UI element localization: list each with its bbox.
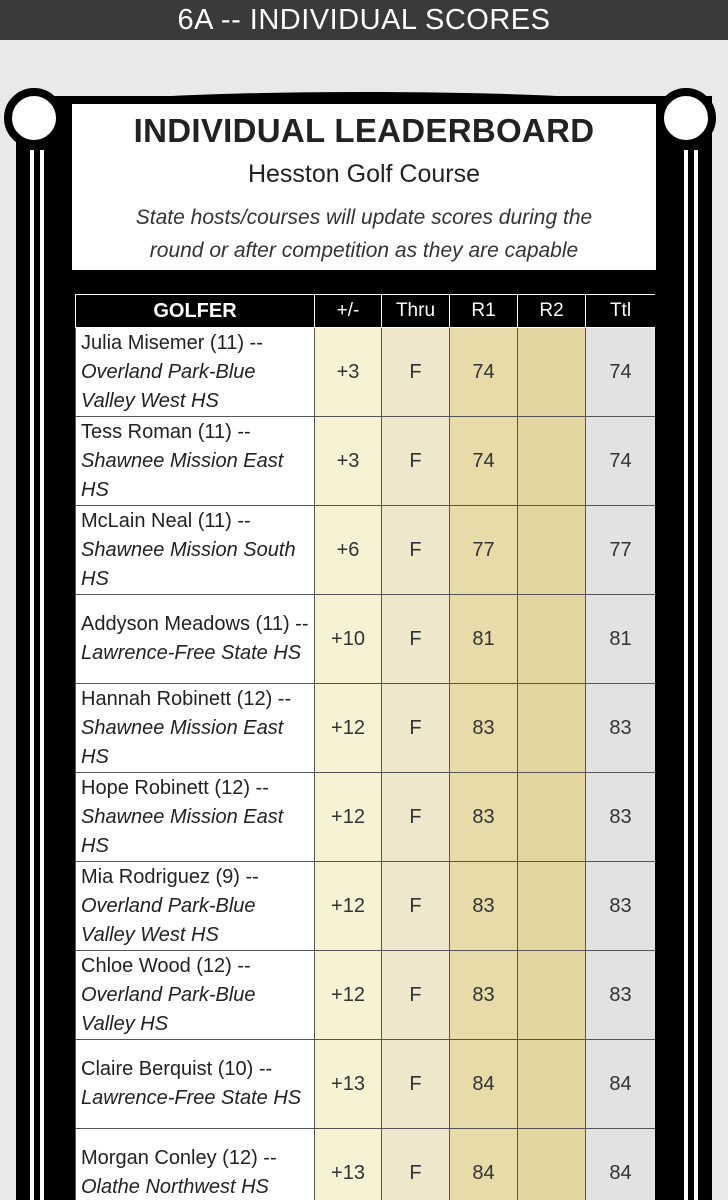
left-post-stripe xyxy=(30,150,34,1200)
round1-cell: 81 xyxy=(450,595,518,684)
round2-cell xyxy=(518,684,586,773)
table-row xyxy=(76,862,656,951)
golfer-school: Shawnee Mission East HS xyxy=(81,716,284,768)
golfer-name: McLain Neal (11) -- xyxy=(81,509,251,532)
golfer-school: Overland Park-Blue Valley West HS xyxy=(81,360,256,412)
golfer-school: Lawrence-Free State HS xyxy=(81,1087,302,1109)
round1-cell: 83 xyxy=(450,862,518,951)
table-row xyxy=(76,951,656,1040)
thru-cell: F xyxy=(382,595,450,684)
total-cell: 74 xyxy=(586,328,656,417)
total-cell: 83 xyxy=(586,862,656,951)
thru-cell: F xyxy=(382,862,450,951)
round2-cell xyxy=(518,506,586,595)
right-post xyxy=(673,96,711,1200)
column-header-total[interactable]: Ttl xyxy=(586,295,656,328)
table-row xyxy=(76,506,656,595)
table-row xyxy=(76,684,656,773)
leaderboard-table-container xyxy=(75,294,655,1200)
round1-cell: 74 xyxy=(450,417,518,506)
golfer-cell xyxy=(76,506,315,595)
plus-minus-cell: +12 xyxy=(315,862,382,951)
golfer-cell xyxy=(76,595,315,684)
update-note xyxy=(72,201,656,267)
round2-cell xyxy=(518,1040,586,1129)
plus-minus-cell: +13 xyxy=(315,1129,382,1200)
golfer-school: Overland Park-Blue Valley West HS xyxy=(81,894,256,946)
column-header-golfer[interactable]: GOLFER xyxy=(76,295,315,328)
page-title-bar xyxy=(0,0,728,40)
round2-cell xyxy=(518,595,586,684)
thru-cell: F xyxy=(382,328,450,417)
column-header-r2[interactable]: R2 xyxy=(518,295,586,328)
total-cell: 74 xyxy=(586,417,656,506)
round2-cell xyxy=(518,773,586,862)
total-cell: 77 xyxy=(586,506,656,595)
golfer-name: Chloe Wood (12) -- xyxy=(81,954,251,977)
leaderboard-table xyxy=(75,294,655,1200)
golfer-school: Olathe Northwest HS xyxy=(81,1176,269,1198)
total-cell: 83 xyxy=(586,773,656,862)
golfer-name: Hope Robinett (12) -- xyxy=(81,776,269,799)
round1-cell: 84 xyxy=(450,1129,518,1200)
round1-cell: 74 xyxy=(450,328,518,417)
table-row xyxy=(76,595,656,684)
golfer-name: Addyson Meadows (11) -- xyxy=(81,613,309,635)
golfer-school: Overland Park-Blue Valley HS xyxy=(81,983,256,1035)
golfer-name: Morgan Conley (12) -- xyxy=(81,1147,277,1169)
round1-cell: 83 xyxy=(450,951,518,1040)
table-row xyxy=(76,773,656,862)
plus-minus-cell: +6 xyxy=(315,506,382,595)
round1-cell: 84 xyxy=(450,1040,518,1129)
leaderboard-title: INDIVIDUAL LEADERBOARD xyxy=(133,112,595,149)
column-header-plus-minus[interactable]: +/- xyxy=(315,295,382,328)
page-title: 6A -- INDIVIDUAL SCORES xyxy=(177,4,551,36)
round2-cell xyxy=(518,862,586,951)
golfer-name: Tess Roman (11) -- xyxy=(81,420,251,443)
plus-minus-cell: +12 xyxy=(315,773,382,862)
plus-minus-cell: +3 xyxy=(315,417,382,506)
right-post-stripe xyxy=(694,150,698,1200)
round1-cell: 77 xyxy=(450,506,518,595)
golfer-cell xyxy=(76,951,315,1040)
leaderboard-header xyxy=(72,104,656,270)
right-scroll-knob xyxy=(656,88,716,148)
total-cell: 84 xyxy=(586,1040,656,1129)
right-post-stripe xyxy=(684,150,688,1200)
golfer-cell xyxy=(76,684,315,773)
total-cell: 83 xyxy=(586,951,656,1040)
thru-cell: F xyxy=(382,1129,450,1200)
golfer-school: Shawnee Mission East HS xyxy=(81,805,284,857)
thru-cell: F xyxy=(382,951,450,1040)
total-cell: 83 xyxy=(586,684,656,773)
golfer-cell xyxy=(76,417,315,506)
round2-cell xyxy=(518,951,586,1040)
column-header-r1[interactable]: R1 xyxy=(450,295,518,328)
table-row xyxy=(76,1129,656,1200)
golfer-cell xyxy=(76,328,315,417)
total-cell: 84 xyxy=(586,1129,656,1200)
thru-cell: F xyxy=(382,417,450,506)
update-note-line: State hosts/courses will update scores during the xyxy=(135,206,593,229)
thru-cell: F xyxy=(382,773,450,862)
golfer-name: Hannah Robinett (12) -- xyxy=(81,687,292,710)
plus-minus-cell: +12 xyxy=(315,684,382,773)
round2-cell xyxy=(518,328,586,417)
golfer-name: Mia Rodriguez (9) -- xyxy=(81,865,259,888)
table-row xyxy=(76,1040,656,1129)
round2-cell xyxy=(518,1129,586,1200)
round1-cell: 83 xyxy=(450,773,518,862)
round2-cell xyxy=(518,417,586,506)
plus-minus-cell: +10 xyxy=(315,595,382,684)
plus-minus-cell: +12 xyxy=(315,951,382,1040)
thru-cell: F xyxy=(382,506,450,595)
column-header-thru[interactable]: Thru xyxy=(382,295,450,328)
golfer-cell xyxy=(76,1040,315,1129)
golfer-name: Claire Berquist (10) -- xyxy=(81,1058,273,1080)
plus-minus-cell: +3 xyxy=(315,328,382,417)
left-post-stripe xyxy=(40,150,44,1200)
table-header-row xyxy=(76,295,656,328)
left-post xyxy=(17,96,55,1200)
thru-cell: F xyxy=(382,1040,450,1129)
golfer-school: Shawnee Mission East HS xyxy=(81,449,284,501)
plus-minus-cell: +13 xyxy=(315,1040,382,1129)
golfer-school: Lawrence-Free State HS xyxy=(81,642,302,664)
table-row xyxy=(76,417,656,506)
golfer-name: Julia Misemer (11) -- xyxy=(81,331,263,354)
golfer-cell xyxy=(76,862,315,951)
update-note-line: round or after competition as they are capable xyxy=(149,239,579,262)
golfer-cell xyxy=(76,773,315,862)
left-scroll-knob xyxy=(4,88,64,148)
round1-cell: 83 xyxy=(450,684,518,773)
golfer-cell xyxy=(76,1129,315,1200)
golfer-school: Shawnee Mission South HS xyxy=(81,538,296,590)
total-cell: 81 xyxy=(586,595,656,684)
course-name: Hesston Golf Course xyxy=(247,160,481,188)
thru-cell: F xyxy=(382,684,450,773)
table-row xyxy=(76,328,656,417)
